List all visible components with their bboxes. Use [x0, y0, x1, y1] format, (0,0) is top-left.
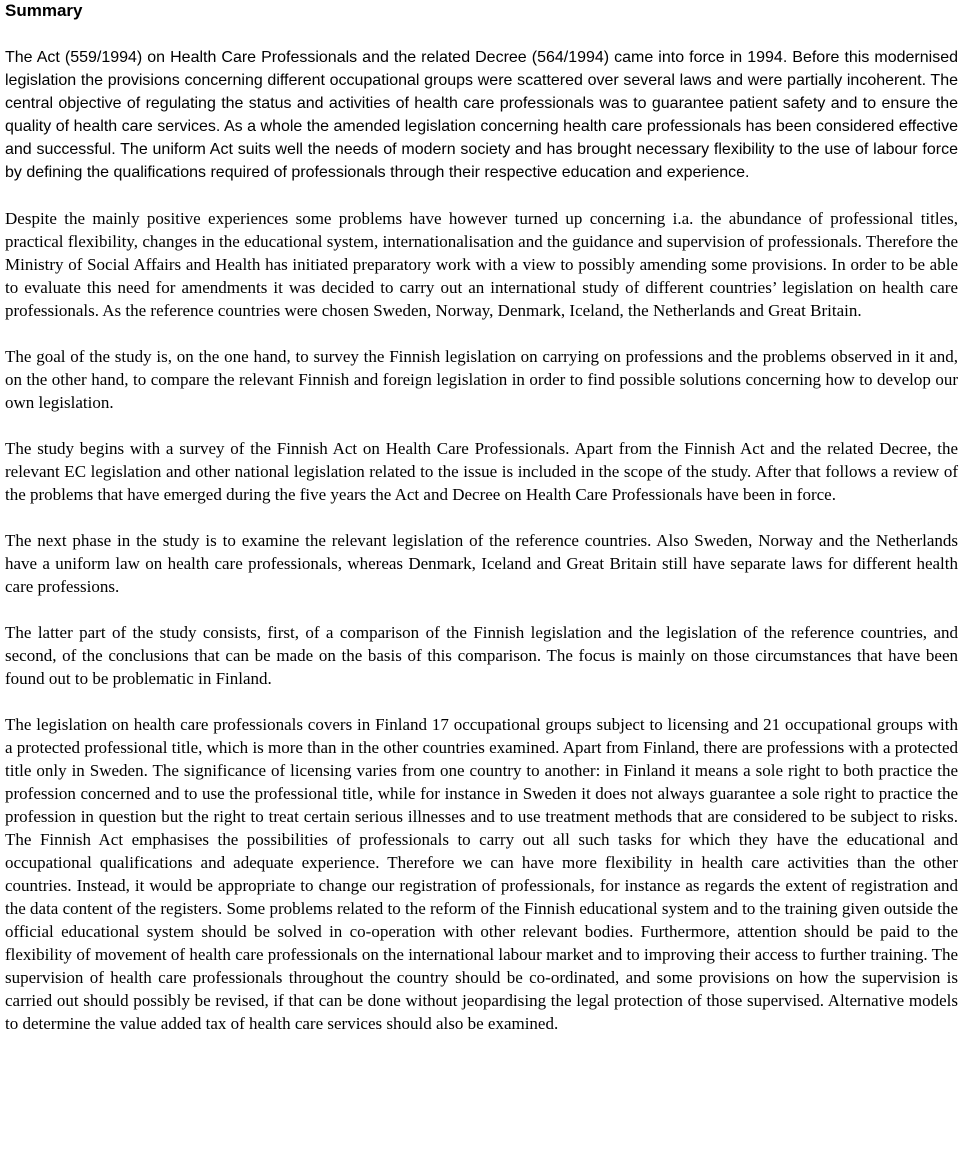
paragraph-reference-countries: The next phase in the study is to examine the relevant legislation of the reference countries. Also Sweden, Norway and the Netherlands have a uniform law on health care professionals, whereas Denmark, Iceland and Great Britain still have separate laws for different health care professions. [5, 531, 958, 596]
paragraph-goal: The goal of the study is, on the one hand, to survey the Finnish legislation on carrying on professions and the problems observed in it and, on the other hand, to compare the relevant Finnish and foreign legislation in order to find possible solutions concerning how to develop our own legislation. [5, 347, 958, 412]
paragraph-intro: The Act (559/1994) on Health Care Professionals and the related Decree (564/1994) came into force in 1994. Before this modernised legislation the provisions concerning different occupational groups were scattered over several laws and were partially incoherent. The central objective of regulating the status and activities of health care professionals was to guarantee patient safety and to ensure the quality of health care services. As a whole the amended legislation concerning health care professionals has been considered effective and successful. The uniform Act suits well the needs of modern society and has brought necessary flexibility to the use of labour force by defining the qualifications required of professionals through their respective education and experience. [5, 49, 958, 181]
paragraph-findings: The legislation on health care professionals covers in Finland 17 occupational groups subject to licensing and 21 occupational groups with a protected professional title, which is more than in the other countries examined. Apart from Finland, there are professions with a protected title only in Sweden. The significance of licensing varies from one country to another: in Finland it means a sole right to both practice the profession concerned and to use the professional title, while for instance in Sweden it does not always guarantee a sole right to practice the profession in question but the right to treat certain serious illnesses and to use treatment methods that are considered to be subject to risks. The Finnish Act emphasises the possibilities of professionals to carry out all such tasks for which they have the educational and occupational qualifications and adequate experience. Therefore we can have more flexibility in health care activities than the other countries. Instead, it would be appropriate to change our registration of professionals, for instance as regards the extent of registration and the data content of the registers. Some problems related to the reform of the Finnish educational system and to the training given outside the official educational system should be solved in co-operation with other relevant bodies. Furthermore, attention should be paid to the flexibility of movement of health care professionals on the international labour market and to improving their access to further training. The supervision of health care professionals throughout the country should be co-ordinated, and some provisions on how the supervision is carried out should possibly be revised, if that can be done without jeopardising the legal protection of those supervised. Alternative models to determine the value added tax of health care services should also be examined. [5, 715, 958, 1033]
paragraph-survey: The study begins with a survey of the Finnish Act on Health Care Professionals. Apart from the Finnish Act and the related Decree, the relevant EC legislation and other national legislation related to the issue is included in the scope of the study. After that follows a review of the problems that have emerged during the five years the Act and Decree on Health Care Professionals have been in force. [5, 439, 958, 504]
document-page [5, 0, 958, 1035]
document-heading: Summary [5, 1, 83, 20]
paragraph-comparison: The latter part of the study consists, first, of a comparison of the Finnish legislation and the legislation of the reference countries, and second, of the conclusions that can be made on the basis of this comparison. The focus is mainly on those circumstances that have been found out to be problematic in Finland. [5, 623, 958, 688]
paragraph-problems: Despite the mainly positive experiences some problems have however turned up concerning i.a. the abundance of professional titles, practical flexibility, changes in the educational system, internationalisation and the guidance and supervision of professionals. Therefore the Ministry of Social Affairs and Health has initiated preparatory work with a view to possibly amending some provisions. In order to be able to evaluate this need for amendments it was decided to carry out an international study of different countries’ legislation on health care professionals. As the reference countries were chosen Sweden, Norway, Denmark, Iceland, the Netherlands and Great Britain. [5, 209, 958, 320]
